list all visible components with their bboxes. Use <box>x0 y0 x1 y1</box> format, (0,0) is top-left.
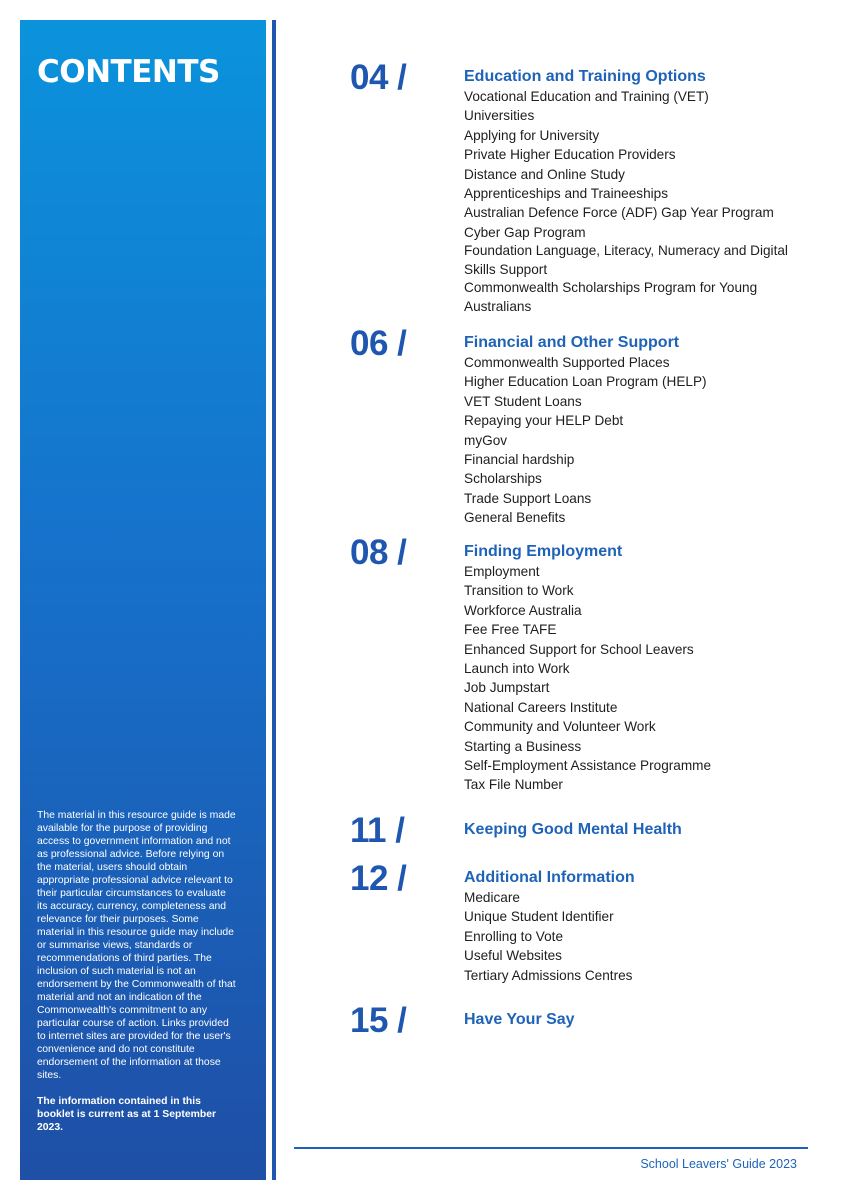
footer-divider <box>294 1147 808 1149</box>
list-item[interactable]: Launch into Work <box>464 661 570 677</box>
list-item[interactable]: Distance and Online Study <box>464 166 625 182</box>
list-item[interactable]: Useful Websites <box>464 948 562 964</box>
list-item[interactable]: Medicare <box>464 890 520 905</box>
section-title[interactable]: Keeping Good Mental Health <box>464 821 682 838</box>
list-item[interactable]: Commonwealth Supported Places <box>464 355 670 370</box>
section-title[interactable]: Finding Employment <box>464 543 623 560</box>
list-item[interactable]: Unique Student Identifier <box>464 909 614 925</box>
list-item[interactable]: Self-Employment Assistance Programme <box>464 758 712 774</box>
currency-note: The information contained in this booklet is current as at 1 September 2023. <box>37 1096 217 1133</box>
list-item[interactable]: Foundation Language, Literacy, Numeracy and Digital Skills Support <box>464 243 788 277</box>
disclaimer <box>37 809 237 1134</box>
page-number: 11 / <box>350 811 405 850</box>
page-number: 08 / <box>350 533 407 572</box>
page-number: 04 / <box>350 58 407 97</box>
list-item[interactable]: Workforce Australia <box>464 602 582 618</box>
list-item[interactable]: Tertiary Admissions Centres <box>464 967 633 983</box>
page-number: 12 / <box>350 859 407 898</box>
list-item[interactable]: Apprenticeships and Traineeships <box>464 186 669 202</box>
page-number: 06 / <box>350 324 407 363</box>
list-item[interactable]: Employment <box>464 564 540 579</box>
list-item[interactable]: Community and Volunteer Work <box>464 719 656 735</box>
list-item[interactable]: General Benefits <box>464 510 566 526</box>
contents-title: CONTENTS <box>37 54 220 90</box>
list-item[interactable]: Enrolling to Vote <box>464 928 563 944</box>
list-item[interactable]: Tax File Number <box>464 777 563 793</box>
section-title[interactable]: Education and Training Options <box>464 68 706 85</box>
list-item[interactable]: National Careers Institute <box>464 699 618 715</box>
sidebar <box>20 20 266 1180</box>
list-item[interactable]: Scholarships <box>464 471 542 487</box>
list-item[interactable]: Financial hardship <box>464 452 575 468</box>
list-item[interactable]: Fee Free TAFE <box>464 622 557 638</box>
section-title[interactable]: Additional Information <box>464 869 635 886</box>
footer-text: School Leavers' Guide 2023 <box>640 1157 797 1171</box>
list-item[interactable]: Australian Defence Force (ADF) Gap Year Program <box>464 205 774 221</box>
list-item[interactable]: Trade Support Loans <box>464 490 592 506</box>
section-items <box>464 87 804 316</box>
section-items <box>464 888 804 985</box>
section-title[interactable]: Financial and Other Support <box>464 334 680 351</box>
list-item[interactable]: Higher Education Loan Program (HELP) <box>464 374 707 390</box>
list-item[interactable]: myGov <box>464 432 508 448</box>
list-item[interactable]: Commonwealth Scholarships Program for Young Australians <box>464 280 758 314</box>
section-items <box>464 353 804 528</box>
vertical-divider <box>272 20 276 1180</box>
section-items <box>464 562 804 795</box>
section-title[interactable]: Have Your Say <box>464 1011 575 1028</box>
list-item[interactable]: VET Student Loans <box>464 393 582 409</box>
list-item[interactable]: Vocational Education and Training (VET) <box>464 89 709 104</box>
disclaimer-text: The material in this resource guide is made available for the purpose of providing access to government information and not as professional advice. Before relying on the material, users should obtain appropriate professional advice relevant to their particular circumstances to evaluate its accuracy, currency, completeness and relevance for their purposes. Some material in this resource guide may include or summarise views, standards or recommendations of third parties. The inclusion of such material is not an endorsement by the Commonwealth of that material and not an indication of the Commonwealth's commitment to any particular course of action. Links provided to internet sites are provided for the user's convenience and do not constitute endorsement of the information at those sites. <box>37 810 236 1081</box>
list-item[interactable]: Transition to Work <box>464 583 574 599</box>
list-item[interactable]: Universities <box>464 108 535 124</box>
list-item[interactable]: Private Higher Education Providers <box>464 147 676 163</box>
list-item[interactable]: Applying for University <box>464 127 600 143</box>
list-item[interactable]: Enhanced Support for School Leavers <box>464 641 694 657</box>
list-item[interactable]: Repaying your HELP Debt <box>464 413 624 429</box>
list-item[interactable]: Starting a Business <box>464 738 582 754</box>
list-item[interactable]: Job Jumpstart <box>464 680 550 696</box>
list-item[interactable]: Cyber Gap Program <box>464 224 586 240</box>
page-number: 15 / <box>350 1001 407 1040</box>
